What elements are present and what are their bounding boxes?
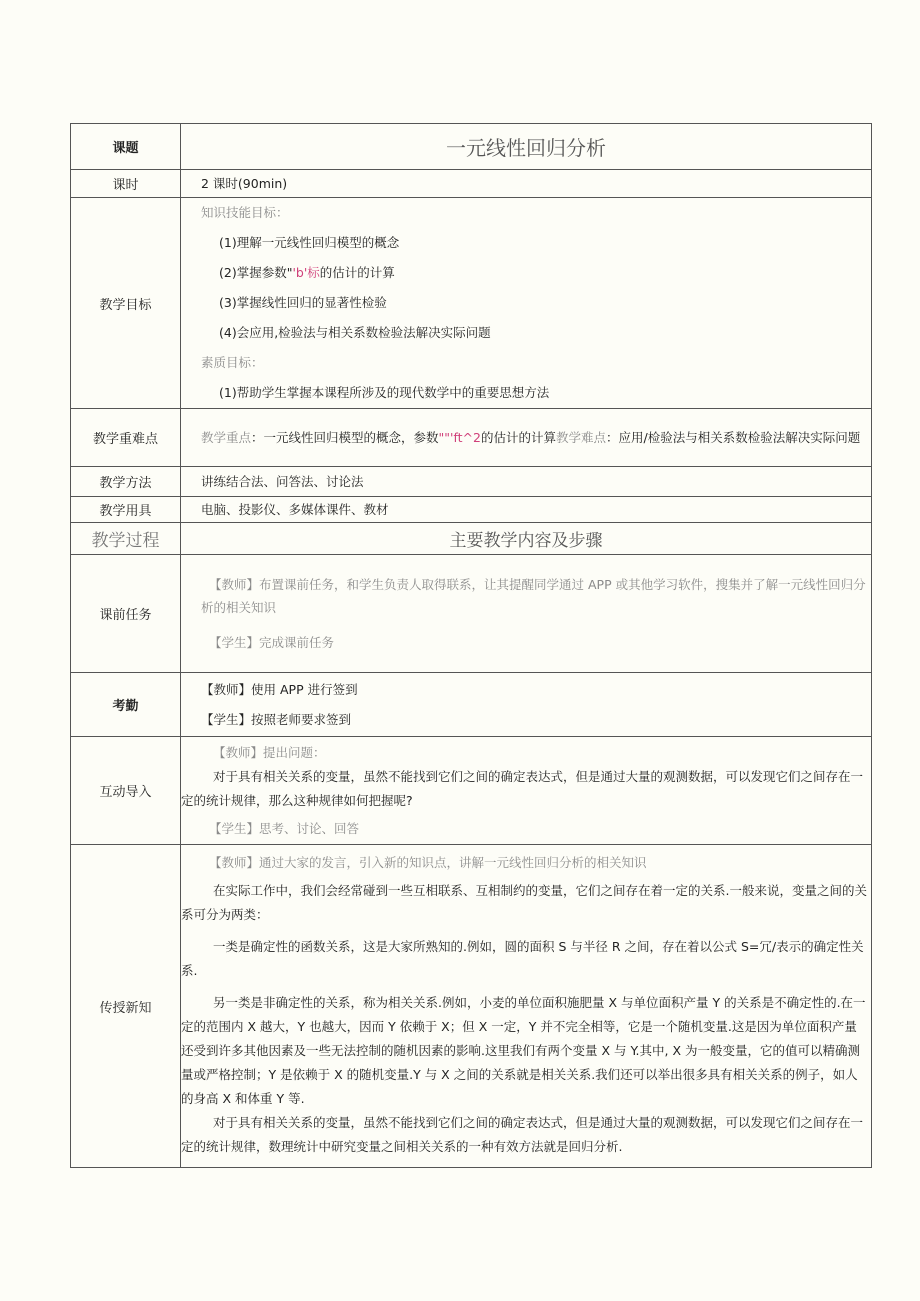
difficult-label: 教学难点	[556, 430, 607, 445]
difficult-text: ：应用/检验法与相关系数检验法解决实际问题	[606, 430, 861, 445]
process-value: 主要教学内容及步骤	[181, 523, 872, 555]
teaching-content	[181, 845, 872, 1168]
row-objectives	[71, 198, 872, 409]
teaching-paragraph-1: 在实际工作中，我们会经常碰到一些互相联系、互相制约的变量，它们之间存在着一定的关系.一般来说，变量之间的关系可分为两类：	[181, 883, 867, 922]
row-intro	[71, 737, 872, 845]
key-text: ：一元线性回归模型的概念，参数	[251, 430, 439, 445]
intro-teacher: 【教师】提出问题：	[213, 744, 326, 760]
objective-item-2-suffix: 的估计的计算	[319, 265, 395, 280]
objective-item-3: (3)掌握线性回归的显著性检验	[219, 295, 387, 310]
row-attendance	[71, 673, 872, 737]
methods-value: 讲练结合法、问答法、讨论法	[181, 467, 872, 497]
row-hours	[71, 170, 872, 198]
objective-item-2	[201, 258, 871, 288]
objective-item-4: (4)会应用,检验法与相关系数检验法解决实际问题	[219, 325, 491, 340]
lesson-plan-table	[70, 123, 872, 1168]
parameter-symbol: 'b'标	[292, 265, 320, 280]
key-text-2: 的估计的计算	[480, 430, 556, 445]
teaching-paragraph-3: 另一类是非确定性的关系，称为相关关系.例如，小麦的单位面积施肥量 X 与单位面积产量 Y 的关系是不确定性的.在一定的范围内 X 越大，Y 也越大，因而 Y 依赖于 X；但 X 一定，Y 并不完全相等，它是一个随机变量.这是因为单位面积产量还受到许多其他因素及一些无法控制的随机因素的影响.这里我们有两个变量 X 与 Y.其中, X 为一般变量，它的值可以精确测量或严格控制；Y 是依赖于 X 的随机变量.Y 与 X 之间的关系就是相关关系.我们还可以举出很多具有相关关系的例子，如人的身高 X 和体重 Y 等.	[181, 995, 866, 1106]
teaching-paragraph-4: 对于具有相关关系的变量，虽然不能找到它们之间的确定表达式，但是通过大量的观测数据，可以发现它们之间存在一定的统计规律，数理统计中研究变量之间相关关系的一种有效方法就是回归分析.	[181, 1115, 864, 1154]
teaching-label: 传授新知	[71, 845, 181, 1168]
teaching-teacher: 【教师】通过大家的发言，引入新的知识点，讲解一元线性回归分析的相关知识	[209, 855, 647, 870]
attendance-teacher: 【教师】使用 APP 进行签到	[201, 681, 358, 697]
pre-class-content	[181, 555, 872, 673]
objective-item-1: (1)理解一元线性回归模型的概念	[219, 235, 400, 250]
tools-label: 教学用具	[71, 497, 181, 523]
row-teaching	[71, 845, 872, 1168]
process-label: 教学过程	[71, 523, 181, 555]
row-methods	[71, 467, 872, 497]
pre-class-student: 【学生】完成课前任务	[209, 635, 335, 650]
topic-label: 课题	[71, 124, 181, 170]
key-label: 教学重点	[201, 430, 252, 445]
hours-value: 2 课时(90min)	[181, 170, 872, 198]
quality-item-1: (1)帮助学生掌握本课程所涉及的现代数学中的重要思想方法	[219, 385, 550, 400]
hours-label: 课时	[71, 170, 181, 198]
tools-value: 电脑、投影仪、多媒体课件、教材	[181, 497, 872, 523]
row-key-points	[71, 409, 872, 467]
topic-title: 一元线性回归分析	[181, 124, 872, 170]
objectives-label: 教学目标	[71, 198, 181, 409]
intro-student: 【学生】思考、讨论、回答	[209, 820, 360, 836]
key-symbol: ""'ft^2	[438, 430, 481, 445]
row-pre-class	[71, 555, 872, 673]
intro-label: 互动导入	[71, 737, 181, 845]
attendance-student: 【学生】按照老师要求签到	[201, 711, 352, 727]
methods-label: 教学方法	[71, 467, 181, 497]
pre-class-label: 课前任务	[71, 555, 181, 673]
knowledge-heading: 知识技能目标：	[201, 205, 289, 220]
objective-item-2-prefix: (2)掌握参数"	[219, 265, 293, 280]
attendance-content	[181, 673, 872, 737]
intro-question: 对于具有相关关系的变量，虽然不能找到它们之间的确定表达式，但是通过大量的观测数据，可以发现它们之间存在一定的统计规律，那么这种规律如何把握呢?	[181, 768, 864, 808]
quality-heading: 素质目标：	[201, 355, 264, 370]
pre-class-teacher: 【教师】布置课前任务，和学生负责人取得联系，让其提醒同学通过 APP 或其他学习软件，搜集并了解一元线性回归分析的相关知识	[201, 577, 866, 615]
intro-content	[181, 737, 872, 845]
attendance-label: 考勤	[71, 673, 181, 737]
row-topic	[71, 124, 872, 170]
key-points-label: 教学重难点	[71, 409, 181, 467]
row-process-header	[71, 523, 872, 555]
key-points-content	[181, 409, 872, 467]
objectives-content	[181, 198, 872, 409]
row-tools	[71, 497, 872, 523]
teaching-paragraph-2: 一类是确定性的函数关系，这是大家所熟知的.例如，圆的面积 S 与半径 R 之间，存在着以公式 S=冗/表示的确定性关系.	[181, 939, 864, 978]
